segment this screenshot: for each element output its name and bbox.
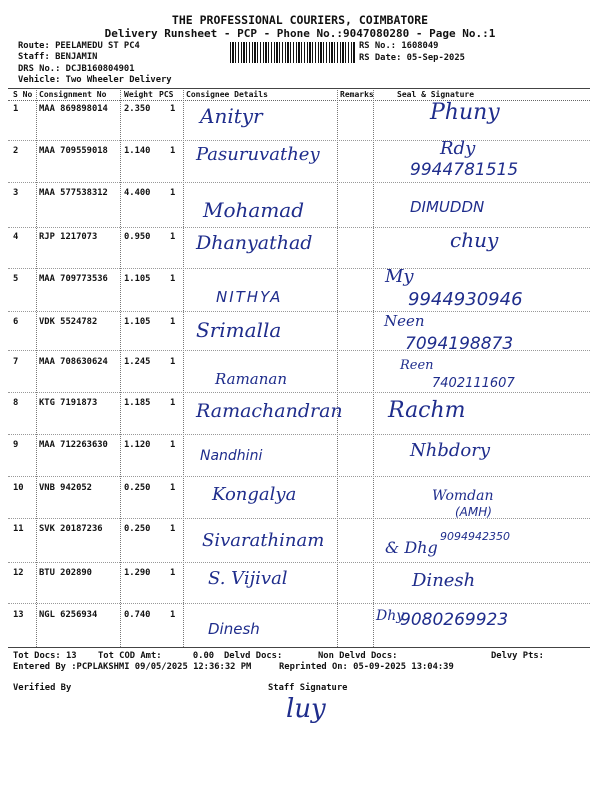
seal-signature: chuy — [450, 228, 499, 252]
row-pcs: 1 — [170, 357, 176, 367]
tot-docs-value: 13 — [65, 651, 77, 661]
col-divider — [337, 90, 338, 647]
non-delvd-docs: Non Delvd Docs: — [318, 651, 398, 661]
seal-signature: DIMUDDN — [410, 198, 485, 216]
col-header-seal: Seal & Signature — [397, 90, 475, 99]
seal-phone: 7402111607 — [432, 376, 515, 391]
seal-signature: Neen — [384, 312, 425, 330]
row-sno: 7 — [13, 357, 19, 367]
row-pcs: 1 — [170, 483, 176, 493]
row-sno: 12 — [13, 568, 24, 578]
seal-signature: Rachm — [388, 398, 466, 423]
row-consignment: MAA 712263630 — [39, 440, 108, 450]
staff: Staff: BENJAMIN — [18, 52, 98, 62]
row-consignment: BTU 202890 — [39, 568, 92, 578]
col-header-consignee: Consignee Details — [186, 90, 268, 99]
row-weight: 1.105 — [124, 317, 151, 327]
row-sno: 5 — [13, 274, 19, 284]
row-consignment: KTG 7191873 — [39, 398, 98, 408]
consignee-handwriting: Dhanyathad — [196, 232, 313, 254]
seal-signature: Nhbdory — [410, 440, 490, 461]
consignee-handwriting: S. Vijival — [208, 568, 288, 589]
row-sno: 2 — [13, 146, 19, 156]
seal-phone: 7094198873 — [405, 334, 514, 354]
drs-number: DRS No.: DCJB160804901 — [18, 64, 135, 74]
row-weight: 1.140 — [124, 146, 151, 156]
row-pcs: 1 — [170, 398, 176, 408]
row-sno: 10 — [13, 483, 24, 493]
reprinted-on: Reprinted On: 05-09-2025 13:04:39 — [279, 662, 454, 672]
row-consignment: MAA 709773536 — [39, 274, 108, 284]
entered-by: Entered By :PCPLAKSHMI 09/05/2025 12:36:32 PM — [13, 662, 252, 672]
company-title: THE PROFESSIONAL COURIERS, COIMBATORE — [171, 13, 429, 27]
row-sno: 6 — [13, 317, 19, 327]
row-rule — [8, 268, 590, 269]
delvy-pts: Delvy Pts: — [491, 651, 544, 661]
seal-signature: & Dhg — [385, 538, 438, 557]
row-sno: 13 — [13, 610, 24, 620]
row-weight: 1.290 — [124, 568, 151, 578]
table-top-rule — [8, 88, 590, 89]
row-rule — [8, 518, 590, 519]
row-pcs: 1 — [170, 440, 176, 450]
row-rule — [8, 392, 590, 393]
col-divider — [183, 90, 184, 647]
row-consignment: NGL 6256934 — [39, 610, 98, 620]
row-pcs: 1 — [170, 188, 176, 198]
col-header-consignment: Consignment No — [39, 90, 107, 99]
row-weight: 0.250 — [124, 483, 151, 493]
row-pcs: 1 — [170, 232, 176, 242]
consignee-handwriting: NITHYA — [216, 288, 283, 306]
row-consignment: SVK 20187236 — [39, 524, 103, 534]
seal-phone: 9094942350 — [440, 530, 510, 543]
tot-docs-label: Tot Docs: — [13, 651, 61, 661]
seal-signature: Dinesh — [412, 570, 476, 591]
row-weight: 0.950 — [124, 232, 151, 242]
row-weight: 1.245 — [124, 357, 151, 367]
row-pcs: 1 — [170, 524, 176, 534]
row-rule — [8, 476, 590, 477]
seal-signature: Dhy — [376, 608, 405, 624]
runsheet-subtitle: Delivery Runsheet - PCP - Phone No.:9047080280 - Page No.:1 — [104, 27, 496, 40]
row-rule — [8, 140, 590, 141]
row-weight: 2.350 — [124, 104, 151, 114]
row-sno: 11 — [13, 524, 24, 534]
col-divider — [120, 90, 121, 647]
seal-signature: Reen — [400, 358, 434, 373]
consignee-handwriting: Pasuruvathey — [196, 144, 320, 165]
row-weight: 1.105 — [124, 274, 151, 284]
seal-signature: Phuny — [430, 100, 500, 125]
row-pcs: 1 — [170, 146, 176, 156]
col-divider — [36, 90, 37, 647]
row-sno: 4 — [13, 232, 19, 242]
consignee-handwriting: Anityr — [200, 104, 263, 128]
seal-phone: 9944930946 — [408, 289, 523, 310]
row-sno: 9 — [13, 440, 19, 450]
row-pcs: 1 — [170, 104, 176, 114]
col-header-weight: Weight — [124, 90, 153, 99]
tot-cod-label: Tot COD Amt: — [98, 651, 162, 661]
row-weight: 1.185 — [124, 398, 151, 408]
col-divider — [373, 90, 374, 647]
barcode — [230, 42, 355, 63]
row-sno: 3 — [13, 188, 19, 198]
col-header-remarks: Remarks — [340, 90, 374, 99]
consignee-handwriting: Ramanan — [215, 370, 288, 388]
consignee-handwriting: Kongalya — [212, 484, 297, 505]
consignee-handwriting: Sivarathinam — [202, 530, 325, 551]
vehicle: Vehicle: Two Wheeler Delivery — [18, 75, 172, 85]
row-rule — [8, 562, 590, 563]
row-consignment: MAA 577538312 — [39, 188, 108, 198]
seal-signature: Womdan — [432, 488, 494, 504]
consignee-handwriting: Dinesh — [208, 620, 260, 638]
table-bottom-rule — [8, 647, 590, 648]
row-weight: 1.120 — [124, 440, 151, 450]
rs-date: RS Date: 05-Sep-2025 — [359, 53, 465, 63]
row-sno: 1 — [13, 104, 19, 114]
seal-signature: My — [385, 266, 414, 287]
staff-signature: luy — [286, 694, 326, 724]
row-consignment: MAA 869898014 — [39, 104, 108, 114]
row-consignment: VDK 5524782 — [39, 317, 98, 327]
staff-signature-label: Staff Signature — [268, 683, 348, 693]
row-weight: 0.250 — [124, 524, 151, 534]
row-consignment: RJP 1217073 — [39, 232, 98, 242]
row-pcs: 1 — [170, 317, 176, 327]
consignee-handwriting: Ramachandran — [196, 400, 343, 422]
row-consignment: VNB 942052 — [39, 483, 92, 493]
footer-line-1 — [13, 651, 77, 661]
row-pcs: 1 — [170, 610, 176, 620]
row-consignment: MAA 709559018 — [39, 146, 108, 156]
tot-cod-value: 0.00 — [192, 651, 215, 661]
verified-by: Verified By — [13, 683, 72, 693]
route: Route: PEELAMEDU ST PC4 — [18, 41, 140, 51]
row-weight: 0.740 — [124, 610, 151, 620]
cod-block — [98, 651, 214, 661]
seal-phone: 9080269923 — [400, 610, 509, 630]
row-pcs: 1 — [170, 274, 176, 284]
seal-signature: Rdy — [440, 138, 476, 159]
row-rule — [8, 311, 590, 312]
row-rule — [8, 434, 590, 435]
row-weight: 4.400 — [124, 188, 151, 198]
consignee-handwriting: Nandhini — [200, 448, 263, 464]
row-rule — [8, 227, 590, 228]
rs-number: RS No.: 1608049 — [359, 41, 439, 51]
col-header-pcs: PCS — [159, 90, 174, 99]
row-consignment: MAA 708630624 — [39, 357, 108, 367]
seal-note: (AMH) — [455, 505, 492, 519]
seal-phone: 9944781515 — [410, 160, 519, 180]
header-rule — [8, 100, 590, 101]
row-rule — [8, 350, 590, 351]
row-rule — [8, 603, 590, 604]
row-pcs: 1 — [170, 568, 176, 578]
consignee-handwriting: Srimalla — [196, 318, 282, 342]
col-header-sno: S No — [13, 90, 33, 99]
row-sno: 8 — [13, 398, 19, 408]
row-rule — [8, 182, 590, 183]
consignee-handwriting: Mohamad — [203, 198, 305, 222]
delvd-docs: Delvd Docs: — [224, 651, 283, 661]
